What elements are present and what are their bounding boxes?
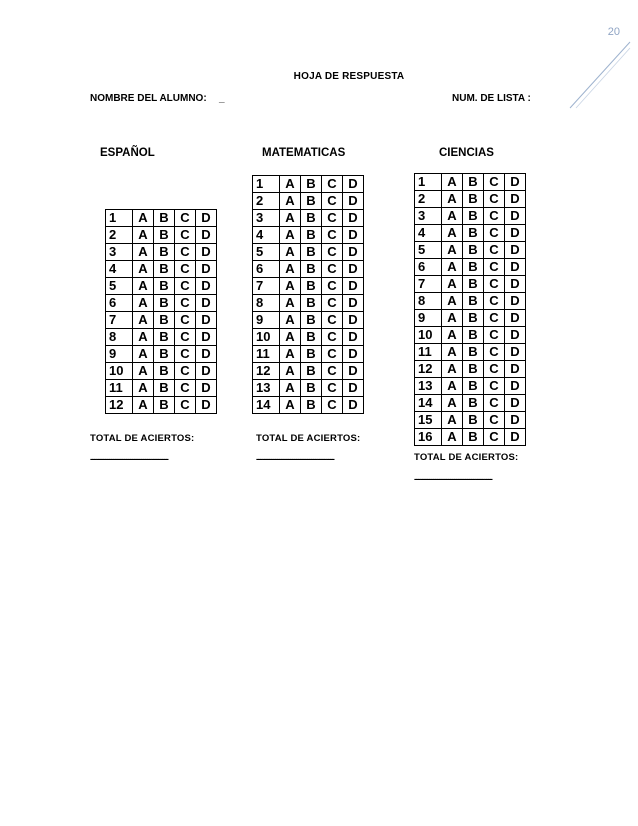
answer-option-a[interactable]: A	[280, 312, 301, 329]
answer-row	[415, 225, 526, 242]
answer-option-a[interactable]: A	[442, 429, 463, 446]
answer-option-c[interactable]: C	[484, 378, 505, 395]
answer-option-c[interactable]: C	[322, 312, 343, 329]
question-number: 9	[253, 312, 280, 329]
question-number: 2	[415, 191, 442, 208]
answer-option-a[interactable]: A	[442, 208, 463, 225]
answer-option-c[interactable]: C	[484, 412, 505, 429]
answer-option-c[interactable]: C	[175, 227, 196, 244]
answer-row	[415, 191, 526, 208]
total-label-matematicas: TOTAL DE ACIERTOS:	[256, 433, 361, 444]
answer-option-b[interactable]: B	[154, 329, 175, 346]
answer-option-a[interactable]: A	[133, 346, 154, 363]
student-name-label: NOMBRE DEL ALUMNO:	[90, 93, 207, 104]
answer-row	[253, 346, 364, 363]
answer-option-b[interactable]: B	[463, 174, 484, 191]
question-number: 5	[253, 244, 280, 261]
answer-option-c[interactable]: C	[484, 361, 505, 378]
answer-option-c[interactable]: C	[322, 346, 343, 363]
list-number-label: NUM. DE LISTA :	[452, 93, 531, 104]
answer-row	[415, 259, 526, 276]
answer-option-d[interactable]: D	[343, 380, 364, 397]
answer-option-c[interactable]: C	[484, 174, 505, 191]
question-number: 2	[106, 227, 133, 244]
answer-option-d[interactable]: D	[343, 312, 364, 329]
answer-row	[106, 397, 217, 414]
question-number: 6	[253, 261, 280, 278]
answer-option-b[interactable]: B	[154, 227, 175, 244]
answer-option-d[interactable]: D	[196, 244, 217, 261]
answer-option-a[interactable]: A	[133, 261, 154, 278]
answer-option-c[interactable]: C	[175, 312, 196, 329]
answer-option-b[interactable]: B	[301, 278, 322, 295]
answer-option-c[interactable]: C	[322, 193, 343, 210]
answer-option-c[interactable]: C	[322, 397, 343, 414]
answer-option-b[interactable]: B	[301, 244, 322, 261]
answer-option-a[interactable]: A	[442, 259, 463, 276]
question-number: 13	[253, 380, 280, 397]
answer-option-b[interactable]: B	[301, 346, 322, 363]
answer-option-a[interactable]: A	[442, 191, 463, 208]
answer-option-c[interactable]: C	[322, 363, 343, 380]
answer-row	[106, 380, 217, 397]
answer-option-b[interactable]: B	[463, 412, 484, 429]
answer-row	[106, 261, 217, 278]
answer-option-b[interactable]: B	[463, 395, 484, 412]
answer-row	[106, 295, 217, 312]
question-number: 2	[253, 193, 280, 210]
answer-option-a[interactable]: A	[442, 378, 463, 395]
answer-option-b[interactable]: B	[154, 312, 175, 329]
answer-option-c[interactable]: C	[322, 227, 343, 244]
answer-option-c[interactable]: C	[322, 210, 343, 227]
section-title-matematicas: MATEMATICAS	[262, 147, 346, 159]
answer-row	[106, 329, 217, 346]
answer-option-d[interactable]: D	[505, 225, 526, 242]
answer-option-b[interactable]: B	[301, 210, 322, 227]
answer-option-b[interactable]: B	[463, 225, 484, 242]
answer-option-b[interactable]: B	[154, 210, 175, 227]
answer-option-b[interactable]: B	[463, 276, 484, 293]
answer-row	[253, 329, 364, 346]
answer-option-c[interactable]: C	[484, 225, 505, 242]
total-field-espanol[interactable]: -----------------------------------------	[90, 454, 168, 464]
answer-option-b[interactable]: B	[154, 278, 175, 295]
answer-row	[253, 380, 364, 397]
question-number: 6	[106, 295, 133, 312]
answer-option-d[interactable]: D	[343, 176, 364, 193]
answer-row	[253, 295, 364, 312]
answer-option-d[interactable]: D	[343, 295, 364, 312]
answer-option-c[interactable]: C	[484, 310, 505, 327]
answer-option-b[interactable]: B	[154, 346, 175, 363]
answer-option-d[interactable]: D	[196, 261, 217, 278]
answer-option-d[interactable]: D	[196, 380, 217, 397]
answer-option-d[interactable]: D	[505, 327, 526, 344]
answer-option-a[interactable]: A	[442, 310, 463, 327]
answer-option-a[interactable]: A	[442, 344, 463, 361]
answer-option-c[interactable]: C	[175, 244, 196, 261]
answer-option-b[interactable]: B	[301, 329, 322, 346]
answer-option-a[interactable]: A	[442, 174, 463, 191]
question-number: 14	[253, 397, 280, 414]
answer-table-ciencias	[414, 173, 526, 446]
answer-option-d[interactable]: D	[505, 259, 526, 276]
answer-option-b[interactable]: B	[463, 191, 484, 208]
answer-option-c[interactable]: C	[322, 261, 343, 278]
answer-row	[415, 276, 526, 293]
answer-option-c[interactable]: C	[322, 295, 343, 312]
answer-option-d[interactable]: D	[505, 361, 526, 378]
answer-option-c[interactable]: C	[322, 244, 343, 261]
question-number: 11	[415, 344, 442, 361]
question-number: 9	[106, 346, 133, 363]
answer-option-d[interactable]: D	[505, 208, 526, 225]
answer-option-a[interactable]: A	[280, 176, 301, 193]
answer-row	[415, 429, 526, 446]
answer-option-c[interactable]: C	[322, 380, 343, 397]
answer-row	[253, 176, 364, 193]
answer-option-c[interactable]: C	[484, 208, 505, 225]
question-number: 12	[253, 363, 280, 380]
answer-row	[253, 278, 364, 295]
answer-option-a[interactable]: A	[133, 312, 154, 329]
answer-option-c[interactable]: C	[322, 176, 343, 193]
answer-option-d[interactable]: D	[343, 363, 364, 380]
total-field-matematicas[interactable]: -----------------------------------------	[256, 454, 334, 464]
question-number: 16	[415, 429, 442, 446]
answer-option-b[interactable]: B	[301, 312, 322, 329]
answer-option-d[interactable]: D	[505, 395, 526, 412]
answer-option-a[interactable]: A	[442, 293, 463, 310]
question-number: 3	[106, 244, 133, 261]
answer-row	[106, 278, 217, 295]
answer-option-d[interactable]: D	[505, 293, 526, 310]
answer-option-b[interactable]: B	[301, 176, 322, 193]
answer-option-d[interactable]: D	[196, 312, 217, 329]
answer-option-a[interactable]: A	[280, 380, 301, 397]
question-number: 4	[253, 227, 280, 244]
answer-option-c[interactable]: C	[175, 210, 196, 227]
answer-option-b[interactable]: B	[154, 295, 175, 312]
answer-row	[415, 361, 526, 378]
answer-row	[415, 310, 526, 327]
answer-row	[106, 227, 217, 244]
answer-option-a[interactable]: A	[280, 346, 301, 363]
answer-option-a[interactable]: A	[280, 193, 301, 210]
question-number: 1	[253, 176, 280, 193]
answer-option-d[interactable]: D	[505, 412, 526, 429]
answer-row	[415, 293, 526, 310]
answer-option-d[interactable]: D	[196, 278, 217, 295]
answer-option-c[interactable]: C	[175, 363, 196, 380]
answer-option-c[interactable]: C	[484, 293, 505, 310]
answer-option-d[interactable]: D	[343, 397, 364, 414]
answer-row	[253, 397, 364, 414]
answer-row	[253, 312, 364, 329]
answer-option-a[interactable]: A	[133, 295, 154, 312]
question-number: 8	[253, 295, 280, 312]
answer-option-a[interactable]: A	[280, 244, 301, 261]
answer-option-a[interactable]: A	[133, 227, 154, 244]
answer-row	[415, 344, 526, 361]
question-number: 12	[415, 361, 442, 378]
answer-option-d[interactable]: D	[196, 210, 217, 227]
question-number: 1	[106, 210, 133, 227]
answer-option-c[interactable]: C	[484, 242, 505, 259]
question-number: 7	[253, 278, 280, 295]
answer-option-a[interactable]: A	[280, 210, 301, 227]
question-number: 7	[415, 276, 442, 293]
answer-option-d[interactable]: D	[343, 278, 364, 295]
question-number: 8	[106, 329, 133, 346]
answer-row	[415, 378, 526, 395]
answer-option-b[interactable]: B	[301, 380, 322, 397]
answer-option-b[interactable]: B	[301, 227, 322, 244]
section-title-espanol: ESPAÑOL	[100, 147, 155, 159]
question-number: 5	[415, 242, 442, 259]
question-number: 15	[415, 412, 442, 429]
answer-row	[415, 395, 526, 412]
question-number: 8	[415, 293, 442, 310]
answer-option-b[interactable]: B	[463, 429, 484, 446]
answer-option-d[interactable]: D	[505, 242, 526, 259]
answer-option-d[interactable]: D	[505, 174, 526, 191]
answer-option-a[interactable]: A	[442, 242, 463, 259]
answer-row	[106, 346, 217, 363]
question-number: 3	[253, 210, 280, 227]
answer-option-b[interactable]: B	[463, 208, 484, 225]
answer-option-d[interactable]: D	[505, 429, 526, 446]
answer-option-a[interactable]: A	[280, 295, 301, 312]
answer-option-a[interactable]: A	[442, 276, 463, 293]
answer-option-a[interactable]: A	[442, 412, 463, 429]
answer-option-a[interactable]: A	[133, 278, 154, 295]
answer-option-a[interactable]: A	[442, 225, 463, 242]
answer-option-a[interactable]: A	[280, 261, 301, 278]
answer-option-a[interactable]: A	[442, 327, 463, 344]
answer-option-c[interactable]: C	[484, 429, 505, 446]
answer-option-b[interactable]: B	[301, 295, 322, 312]
answer-option-a[interactable]: A	[133, 244, 154, 261]
answer-row	[253, 193, 364, 210]
answer-row	[106, 244, 217, 261]
answer-option-c[interactable]: C	[484, 344, 505, 361]
answer-option-c[interactable]: C	[484, 327, 505, 344]
answer-option-c[interactable]: C	[484, 395, 505, 412]
answer-option-d[interactable]: D	[196, 397, 217, 414]
question-number: 11	[106, 380, 133, 397]
answer-option-c[interactable]: C	[175, 261, 196, 278]
answer-option-c[interactable]: C	[484, 259, 505, 276]
question-number: 11	[253, 346, 280, 363]
answer-option-c[interactable]: C	[484, 276, 505, 293]
answer-option-b[interactable]: B	[463, 242, 484, 259]
answer-option-c[interactable]: C	[175, 380, 196, 397]
question-number: 6	[415, 259, 442, 276]
answer-option-a[interactable]: A	[280, 363, 301, 380]
answer-row	[253, 363, 364, 380]
answer-option-d[interactable]: D	[343, 261, 364, 278]
answer-option-a[interactable]: A	[442, 361, 463, 378]
page-title: HOJA DE RESPUESTA	[293, 71, 405, 82]
answer-option-a[interactable]: A	[442, 395, 463, 412]
answer-row	[415, 327, 526, 344]
answer-option-c[interactable]: C	[175, 295, 196, 312]
question-number: 10	[415, 327, 442, 344]
answer-option-d[interactable]: D	[196, 346, 217, 363]
student-name-field[interactable]: _	[219, 93, 225, 104]
answer-option-d[interactable]: D	[505, 378, 526, 395]
answer-row	[106, 312, 217, 329]
answer-option-c[interactable]: C	[322, 329, 343, 346]
answer-option-b[interactable]: B	[301, 193, 322, 210]
answer-option-a[interactable]: A	[133, 380, 154, 397]
answer-option-d[interactable]: D	[343, 227, 364, 244]
question-number: 10	[253, 329, 280, 346]
answer-option-a[interactable]: A	[280, 397, 301, 414]
answer-option-b[interactable]: B	[301, 261, 322, 278]
answer-option-a[interactable]: A	[280, 329, 301, 346]
total-label-espanol: TOTAL DE ACIERTOS:	[90, 433, 195, 444]
question-number: 7	[106, 312, 133, 329]
answer-row	[415, 242, 526, 259]
total-label-ciencias: TOTAL DE ACIERTOS:	[414, 452, 519, 463]
answer-option-d[interactable]: D	[196, 363, 217, 380]
question-number: 13	[415, 378, 442, 395]
answer-option-d[interactable]: D	[343, 244, 364, 261]
answer-option-d[interactable]: D	[505, 310, 526, 327]
answer-option-a[interactable]: A	[133, 363, 154, 380]
question-number: 5	[106, 278, 133, 295]
answer-option-b[interactable]: B	[463, 361, 484, 378]
answer-option-b[interactable]: B	[154, 363, 175, 380]
answer-option-b[interactable]: B	[463, 327, 484, 344]
question-number: 3	[415, 208, 442, 225]
answer-row	[253, 244, 364, 261]
question-number: 1	[415, 174, 442, 191]
question-number: 9	[415, 310, 442, 327]
answer-option-a[interactable]: A	[280, 278, 301, 295]
answer-option-b[interactable]: B	[154, 261, 175, 278]
answer-option-c[interactable]: C	[322, 278, 343, 295]
answer-option-d[interactable]: D	[505, 276, 526, 293]
question-number: 12	[106, 397, 133, 414]
answer-option-b[interactable]: B	[463, 293, 484, 310]
question-number: 4	[415, 225, 442, 242]
answer-option-a[interactable]: A	[133, 329, 154, 346]
page-number: 20	[607, 26, 620, 38]
answer-row	[253, 210, 364, 227]
answer-option-b[interactable]: B	[463, 259, 484, 276]
answer-option-d[interactable]: D	[343, 193, 364, 210]
answer-option-a[interactable]: A	[280, 227, 301, 244]
answer-row	[415, 208, 526, 225]
answer-option-b[interactable]: B	[154, 244, 175, 261]
answer-row	[106, 363, 217, 380]
question-number: 14	[415, 395, 442, 412]
answer-table-matematicas	[252, 175, 364, 414]
answer-option-c[interactable]: C	[484, 191, 505, 208]
answer-option-b[interactable]: B	[463, 378, 484, 395]
answer-option-a[interactable]: A	[133, 397, 154, 414]
answer-row	[106, 210, 217, 227]
answer-option-a[interactable]: A	[133, 210, 154, 227]
answer-option-b[interactable]: B	[301, 363, 322, 380]
answer-option-b[interactable]: B	[463, 344, 484, 361]
answer-option-b[interactable]: B	[301, 397, 322, 414]
answer-option-d[interactable]: D	[343, 346, 364, 363]
answer-option-b[interactable]: B	[154, 380, 175, 397]
answer-option-d[interactable]: D	[196, 295, 217, 312]
answer-option-d[interactable]: D	[505, 344, 526, 361]
answer-row	[415, 174, 526, 191]
answer-option-d[interactable]: D	[343, 329, 364, 346]
answer-option-c[interactable]: C	[175, 346, 196, 363]
answer-option-d[interactable]: D	[343, 210, 364, 227]
section-title-ciencias: CIENCIAS	[439, 147, 494, 159]
answer-option-c[interactable]: C	[175, 329, 196, 346]
question-number: 10	[106, 363, 133, 380]
question-number: 4	[106, 261, 133, 278]
answer-option-b[interactable]: B	[154, 397, 175, 414]
answer-row	[253, 261, 364, 278]
answer-option-d[interactable]: D	[196, 329, 217, 346]
answer-row	[415, 412, 526, 429]
answer-option-c[interactable]: C	[175, 397, 196, 414]
answer-option-d[interactable]: D	[505, 191, 526, 208]
answer-table-espanol	[105, 209, 217, 414]
answer-option-c[interactable]: C	[175, 278, 196, 295]
answer-option-b[interactable]: B	[463, 310, 484, 327]
answer-option-d[interactable]: D	[196, 227, 217, 244]
answer-row	[253, 227, 364, 244]
total-field-ciencias[interactable]: -----------------------------------------	[414, 474, 492, 484]
